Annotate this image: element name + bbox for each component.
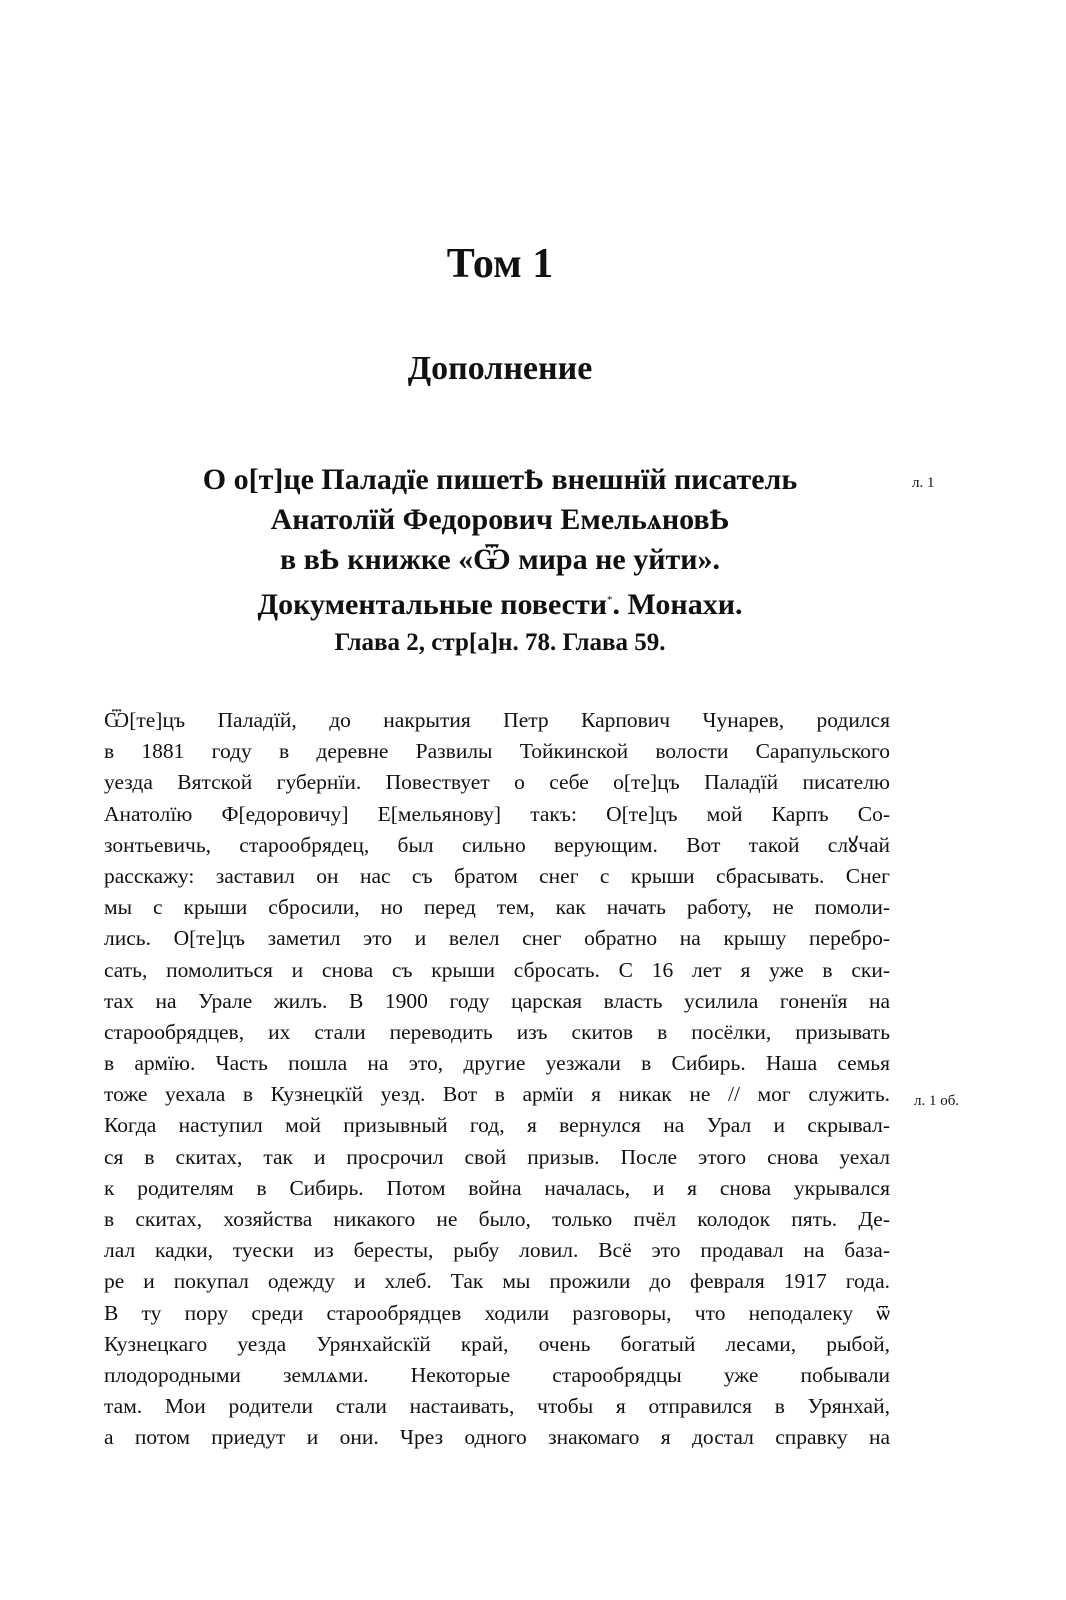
body-line: лал кадки, туески из бересты, рыбу ловил. Всё это продавал на база- (104, 1238, 890, 1263)
body-line: а потом приедут и они. Чрез одного знакомаго я достал справку на (104, 1425, 890, 1450)
body-line: Ѿ[те]цъ Паладїй, до накрытия Петр Карпович Чунарев, родился (104, 708, 890, 732)
body-line: тоже уехала в Кузнецкїй уезд. Вот в армїи я никак не // мог служить. (104, 1082, 890, 1107)
section-title: Дополнение (407, 350, 593, 387)
margin-note-folio-verso: л. 1 об. (914, 1093, 960, 1109)
body-line: сать, помолиться и снова съ крыши сбросать. С 16 лет я уже в ски- (104, 957, 890, 982)
chapter-heading (100, 460, 900, 661)
body-line: лись. О[те]цъ заметил это и велел снег обратно на крышу перебро- (104, 926, 890, 951)
footnote-mark[interactable]: * (606, 594, 613, 606)
heading-line: О о[т]це Паладїе пишетҌ внешнїй писатель (202, 463, 798, 496)
heading-line (100, 580, 900, 625)
body-line: Кузнецкаго уезда Урянхайскїй край, очень богатый лесами, рыбой, (104, 1331, 890, 1356)
body-line: тах на Урале жилъ. В 1900 году царская власть усилила гоненїя на (104, 988, 890, 1013)
body-line: Когда наступил мой призывный год, я вернулся на Урал и скрывал- (104, 1113, 890, 1138)
body-line: в армїю. Часть пошла на это, другие уезжали в Сибирь. Наша семья (104, 1051, 890, 1076)
heading-line: в вҌ книжке «Ѿ мира не уйти». (279, 543, 721, 576)
body-line: в 1881 году в деревне Развилы Тойкинской волости Сарапульского (104, 739, 890, 764)
body-line: ре и покупал одежду и хлеб. Так мы прожили до февраля 1917 года. (104, 1269, 890, 1294)
body-line: Анатолїю Ф[едоровичу] Е[мельянову] такъ: О[те]цъ мой Карпъ Со- (104, 801, 890, 826)
body-line: ся в скитах, так и просрочил свой призыв. После этого снова уехал (104, 1144, 890, 1169)
body-line: плодородными землѧми. Некоторые старообрядцы уже побывали (104, 1362, 890, 1387)
heading-chapter-ref: Глава 2, стр[а]н. 78. Глава 59. (334, 629, 666, 656)
heading-line: Анатолїй Федорович ЕмельѧновҌ (270, 503, 730, 536)
body-line: к родителям в Сибирь. Потом война началась, и я снова укрывался (104, 1175, 890, 1200)
volume-title: Том 1 (446, 241, 554, 287)
body-text (104, 705, 890, 1454)
heading-line-part: . Монахи. (612, 588, 743, 621)
body-line: уезда Вятской губернїи. Повествует о себе о[те]цъ Паладїй писателю (104, 770, 890, 795)
body-line: В ту пору среди старообрядцев ходили разговоры, что неподалеку ѿ (104, 1300, 890, 1325)
body-line: там. Мои родители стали настаивать, чтобы я отправился в Урянхай, (104, 1394, 890, 1419)
margin-note-folio: л. 1 (912, 475, 935, 491)
body-line: зонтьевичь, старообрядец, был сильно верующим. Вот такой слꙋчай (104, 832, 890, 857)
body-line: мы с крыши сбросили, но перед тем, как начать работу, не помоли- (104, 895, 890, 920)
body-line: в скитах, хозяйства никакого не было, только пчёл колодок пять. Де- (104, 1207, 890, 1231)
heading-line-part: Документальные повести (257, 588, 607, 621)
body-line: старообрядцев, их стали переводить изъ скитов в посёлки, призывать (104, 1019, 890, 1044)
body-line: расскажу: заставил он нас съ братом снег с крыши сбрасывать. Снег (104, 863, 890, 888)
